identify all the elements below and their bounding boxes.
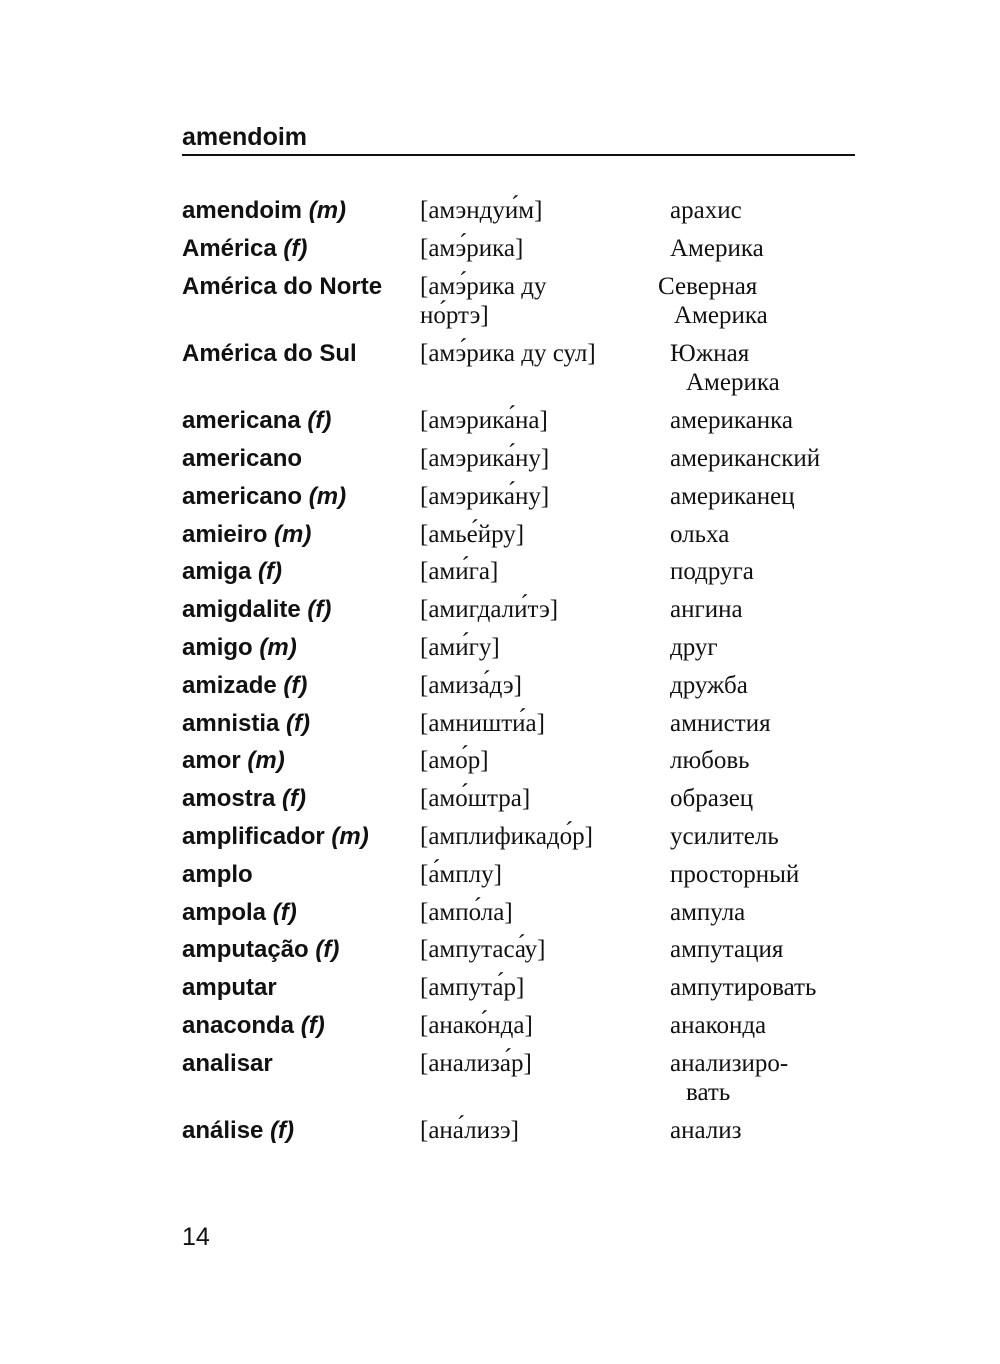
pronunciation: [амо́штра]	[420, 785, 531, 813]
headword: amigdalite	[182, 596, 301, 624]
gender-marker: (m)	[308, 197, 347, 224]
translation: подруга	[670, 558, 754, 586]
pronunciation: [амэрика́ну]	[420, 482, 550, 510]
pronunciation: [амигдали́тэ]	[420, 596, 559, 624]
dictionary-entry	[182, 1011, 855, 1041]
headword: anaconda	[182, 1011, 295, 1039]
pronunciation: [амиза́дэ]	[420, 671, 522, 699]
translation: анализиро-вать	[670, 1049, 789, 1107]
dictionary-entry	[182, 671, 855, 701]
gender-marker: (f)	[258, 558, 283, 586]
gender-marker: (f)	[315, 936, 340, 964]
dictionary-entry	[182, 860, 855, 890]
headword-cell	[182, 898, 420, 928]
gender-marker: (f)	[283, 234, 308, 262]
pronunciation: [ампута́р]	[420, 974, 525, 1002]
headword: amplificador	[182, 822, 325, 850]
translation: образец	[670, 785, 754, 813]
gender-marker: (m)	[247, 747, 285, 775]
pronunciation: [амплификадо́р]	[420, 822, 593, 850]
headword-cell	[182, 339, 420, 369]
pronunciation: [ампутаса́у]	[420, 936, 546, 964]
translation: Америка	[670, 234, 764, 262]
pronunciation: [амэрика́на]	[420, 407, 548, 435]
translation: дружба	[670, 671, 748, 699]
pronunciation: [амништи́а]	[420, 709, 545, 737]
headword-cell	[182, 1049, 420, 1079]
dictionary-entry	[182, 935, 855, 965]
headword-cell	[182, 444, 420, 474]
pronunciation: [амэ́рика ду сул]	[420, 339, 596, 367]
gender-marker: (f)	[283, 671, 308, 699]
translation: любовь	[670, 747, 750, 775]
dictionary-entry	[182, 898, 855, 928]
translation: ампутация	[670, 936, 784, 964]
headword: amigo	[182, 633, 253, 661]
translation: ампутировать	[670, 974, 817, 1002]
dictionary-entry	[182, 444, 855, 474]
headword-cell	[182, 860, 420, 890]
dictionary-entry	[182, 520, 855, 550]
headword: amputação	[182, 936, 309, 964]
headword-cell	[182, 973, 420, 1003]
translation: американка	[670, 407, 793, 435]
dictionary-entry	[182, 272, 855, 331]
dictionary-entry	[182, 482, 855, 512]
dictionary-entry	[182, 234, 855, 264]
dictionary-entry	[182, 709, 855, 739]
dictionary-entry	[182, 973, 855, 1003]
gender-marker: (f)	[282, 785, 307, 813]
headword-cell	[182, 746, 420, 776]
translation: просторный	[670, 860, 800, 888]
headword-cell	[182, 1011, 420, 1041]
pronunciation: [анако́нда]	[420, 1011, 533, 1039]
pronunciation: [ами́гу]	[420, 633, 500, 661]
pronunciation: [амэрика́ну]	[420, 444, 550, 472]
dictionary-entry	[182, 1116, 855, 1146]
headword-cell	[182, 709, 420, 739]
pronunciation: [ами́га]	[420, 558, 499, 586]
dictionary-entry	[182, 339, 855, 398]
pronunciation: [амо́р]	[420, 747, 489, 775]
translation: американец	[670, 482, 795, 510]
gender-marker: (f)	[272, 898, 297, 926]
dictionary-entries	[182, 196, 855, 1154]
gender-marker: (m)	[308, 482, 347, 510]
translation: друг	[670, 633, 718, 661]
translation: усилитель	[670, 822, 779, 850]
headword: amputar	[182, 974, 277, 1002]
headword-cell	[182, 633, 420, 663]
gender-marker: (m)	[274, 520, 312, 548]
headword-cell	[182, 520, 420, 550]
pronunciation: [амэ́рика ду но́ртэ]	[420, 272, 547, 330]
dictionary-entry	[182, 406, 855, 436]
dictionary-entry	[182, 1049, 855, 1108]
pronunciation: [амэндуи́м]	[420, 197, 543, 224]
headword: análise	[182, 1117, 264, 1145]
dictionary-entry	[182, 557, 855, 587]
headword: americano	[182, 482, 303, 510]
gender-marker: (f)	[307, 407, 332, 435]
translation: ампула	[670, 898, 746, 926]
translation: ангина	[670, 596, 743, 624]
headword-cell	[182, 557, 420, 587]
dictionary-entry	[182, 822, 855, 852]
headword: amizade	[182, 671, 277, 699]
headword-cell	[182, 482, 362, 512]
translation: американский	[670, 444, 821, 472]
headword-cell	[182, 671, 420, 701]
dictionary-entry	[182, 784, 855, 814]
pronunciation: [ампо́ла]	[420, 898, 513, 926]
headword: amplo	[182, 860, 253, 888]
headword-cell	[182, 1116, 420, 1146]
translation: арахис	[670, 197, 742, 224]
translation: амнистия	[670, 709, 771, 737]
headword: amieiro	[182, 520, 268, 548]
dictionary-entry	[182, 746, 855, 776]
headword: amnistia	[182, 709, 280, 737]
headword: amiga	[182, 558, 252, 586]
headword: América	[182, 234, 277, 262]
headword-cell	[182, 784, 420, 814]
headword-cell	[182, 595, 420, 625]
dictionary-entry	[182, 595, 855, 625]
headword: ampola	[182, 898, 267, 926]
gender-marker: (f)	[270, 1117, 295, 1145]
pronunciation: [а́мплу]	[420, 860, 502, 888]
headword-cell	[182, 234, 420, 264]
headword: americano	[182, 444, 303, 472]
gender-marker: (m)	[259, 633, 297, 661]
pronunciation: [ана́лизэ]	[420, 1117, 519, 1145]
gender-marker: (f)	[307, 596, 332, 624]
gender-marker: (f)	[300, 1011, 325, 1039]
headword-cell	[182, 196, 420, 226]
translation: Северная Америка	[658, 272, 768, 330]
gender-marker: (m)	[331, 822, 369, 850]
translation: анализ	[670, 1117, 742, 1145]
headword-cell	[182, 406, 420, 436]
pronunciation: [анализа́р]	[420, 1049, 532, 1077]
page-number: 14	[182, 1223, 210, 1251]
headword-cell	[182, 935, 420, 965]
headword: americana	[182, 407, 301, 435]
headword: América do Norte	[182, 272, 383, 300]
headword: América do Sul	[182, 339, 357, 367]
dictionary-entry	[182, 196, 855, 226]
headword-cell	[182, 272, 408, 302]
headword: amostra	[182, 785, 276, 813]
translation: Южная Америка	[670, 339, 780, 397]
headword-cell	[182, 822, 382, 852]
gender-marker: (f)	[286, 709, 311, 737]
pronunciation: [амье́йру]	[420, 520, 525, 548]
headword: amor	[182, 747, 241, 775]
translation: анаконда	[670, 1011, 767, 1039]
headword: analisar	[182, 1049, 273, 1077]
dictionary-entry	[182, 633, 855, 663]
headword: amendoim	[182, 197, 303, 224]
pronunciation: [амэ́рика]	[420, 234, 524, 262]
translation: ольха	[670, 520, 730, 548]
running-head: amendoim	[182, 122, 855, 156]
